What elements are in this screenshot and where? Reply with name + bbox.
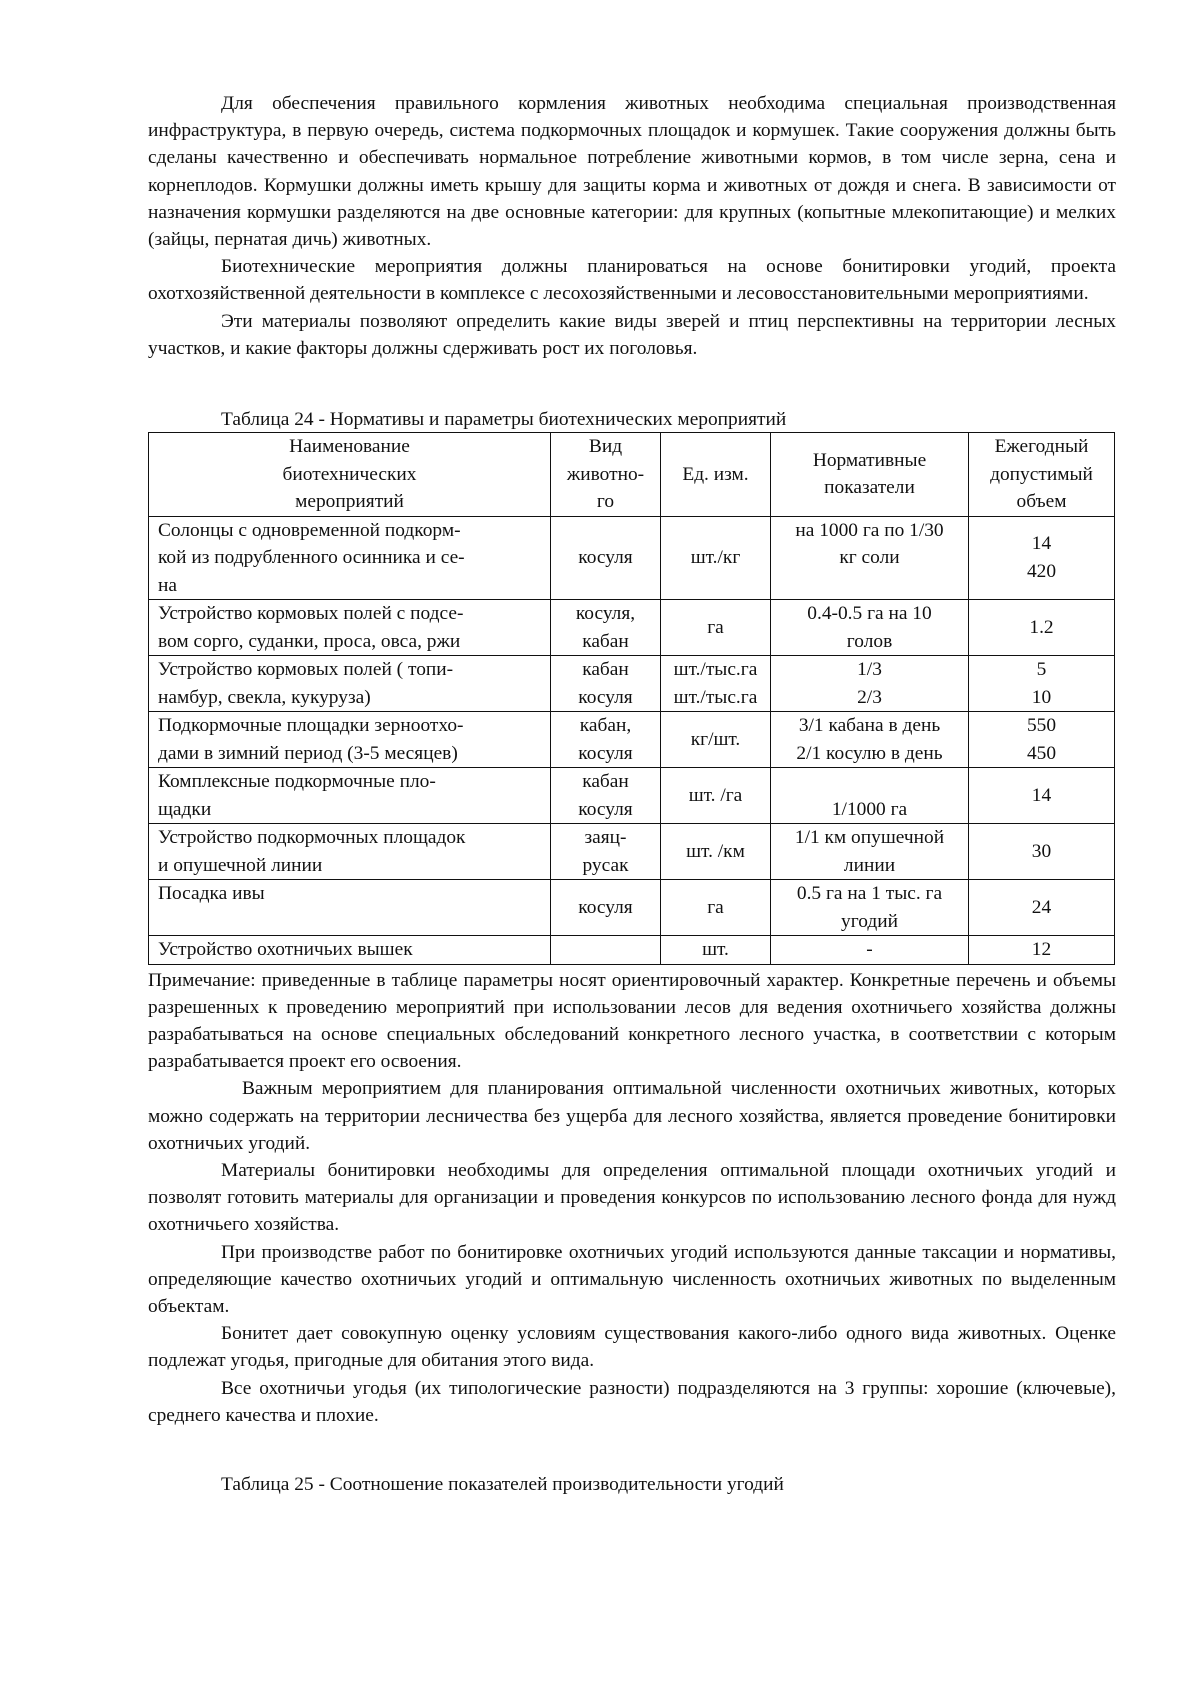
cell-unit: шт. /га: [661, 768, 771, 824]
cell-volume: 30: [969, 824, 1115, 880]
table-25-caption: Таблица 25 - Соотношение показателей производительности угодий: [221, 1473, 784, 1495]
cell-name: Устройство охотничьих вышек: [149, 936, 551, 965]
header-name: Наименование биотехнических мероприятий: [149, 433, 551, 517]
table-row: [149, 656, 1115, 712]
table-header-row: [149, 433, 1115, 517]
cell-volume: 1.2: [969, 600, 1115, 656]
cell-volume: 5 10: [969, 656, 1115, 712]
cell-name: Комплексные подкормочные пло- щадки: [149, 768, 551, 824]
table-row: [149, 516, 1115, 600]
paragraph-2: Биотехнические мероприятия должны планироваться на основе бонитировки угодий, проекта охотхозяйственной деятельности в комплексе с лесохозяйственными и лесовосстановительными мероприятиями.: [148, 256, 1116, 305]
cell-unit: шт. /км: [661, 824, 771, 880]
table-row: [149, 768, 1115, 824]
table-24-caption: Таблица 24 - Нормативы и параметры биотехнических мероприятий: [221, 409, 787, 431]
table-row: [149, 600, 1115, 656]
header-unit: Ед. изм.: [661, 433, 771, 517]
cell-unit: шт./тыс.га шт./тыс.га: [661, 656, 771, 712]
cell-norm: на 1000 га по 1/30 кг соли: [771, 516, 969, 600]
cell-unit: шт./кг: [661, 516, 771, 600]
cell-name: Посадка ивы: [149, 880, 551, 936]
table-row: [149, 880, 1115, 936]
table-row: [149, 824, 1115, 880]
cell-unit: га: [661, 880, 771, 936]
cell-norm: 0.5 га на 1 тыс. га угодий: [771, 880, 969, 936]
paragraph-8: Все охотничьи угодья (их типологические разности) подразделяются на 3 группы: хорошие (ключевые), среднего качества и плохие.: [148, 1377, 1116, 1426]
cell-animal: косуля: [551, 880, 661, 936]
table-row: [149, 712, 1115, 768]
cell-animal: косуля: [551, 516, 661, 600]
paragraph-4: Важным мероприятием для планирования оптимальной численности охотничьих животных, которых можно содержать на территории лесничества без ущерба для лесного хозяйства, является проведение бонитировки охотничьих угодий.: [148, 1078, 1116, 1154]
cell-volume: 12: [969, 936, 1115, 965]
header-animal: Вид животно- го: [551, 433, 661, 517]
cell-name: Подкормочные площадки зерноотхо- дами в зимний период (3-5 месяцев): [149, 712, 551, 768]
cell-animal: кабан, косуля: [551, 712, 661, 768]
cell-norm: 1/1000 га: [771, 768, 969, 824]
table-note: Примечание: приведенные в таблице параметры носят ориентировочный характер. Конкретные перечень и объемы разрешенных к проведению мероприятий при использовании лесов для ведения охотничьего хозяйства должны разрабатываться на основе специальных обследований конкретного лесного участка, в соответствии с которым разрабатывается проект его освоения.: [148, 969, 1116, 1073]
cell-animal: кабан косуля: [551, 768, 661, 824]
cell-norm: 3/1 кабана в день 2/1 косулю в день: [771, 712, 969, 768]
cell-volume: 24: [969, 880, 1115, 936]
paragraph-7: Бонитет дает совокупную оценку условиям существования какого-либо одного вида животных. Оценке подлежат угодья, пригодные для обитания этого вида.: [148, 1323, 1116, 1372]
cell-animal: кабан косуля: [551, 656, 661, 712]
cell-name: Устройство кормовых полей ( топи- намбур, свекла, кукуруза): [149, 656, 551, 712]
cell-animal: заяц- русак: [551, 824, 661, 880]
table-24: [148, 432, 1115, 965]
cell-norm: 0.4-0.5 га на 10 голов: [771, 600, 969, 656]
cell-unit: кг/шт.: [661, 712, 771, 768]
table-row: [149, 936, 1115, 965]
cell-norm: 1/3 2/3: [771, 656, 969, 712]
cell-name: Устройство подкормочных площадок и опушечной линии: [149, 824, 551, 880]
header-volume: Ежегодный допустимый объем: [969, 433, 1115, 517]
cell-name: Устройство кормовых полей с подсе- вом сорго, суданки, проса, овса, ржи: [149, 600, 551, 656]
paragraph-6: При производстве работ по бонитировке охотничьих угодий используются данные таксации и нормативы, определяющие качество охотничьих угодий и оптимальную численность охотничьих животных по выделенным объектам.: [148, 1241, 1116, 1317]
cell-unit: га: [661, 600, 771, 656]
document-page: [148, 90, 1116, 1497]
cell-unit: шт.: [661, 936, 771, 965]
cell-norm: 1/1 км опушечной линии: [771, 824, 969, 880]
cell-volume: 550 450: [969, 712, 1115, 768]
header-norms: Нормативные показатели: [771, 433, 969, 517]
cell-animal: косуля, кабан: [551, 600, 661, 656]
cell-animal: [551, 936, 661, 965]
paragraph-3: Эти материалы позволяют определить какие виды зверей и птиц перспективны на территории лесных участков, и какие факторы должны сдерживать рост их поголовья.: [148, 310, 1116, 359]
cell-name: Солонцы с одновременной подкорм- кой из подрубленного осинника и се- на: [149, 516, 551, 600]
paragraph-1: Для обеспечения правильного кормления животных необходима специальная производственная инфраструктура, в первую очередь, система подкормочных площадок и кормушек. Такие сооружения должны быть сделаны качественно и обеспечивать нормальное потребление животными кормов, в том числе зерна, сена и корнеплодов. Кормушки должны иметь крышу для защиты корма и животных от дождя и снега. В зависимости от назначения кормушки разделяются на две основные категории: для крупных (копытные млекопитающие) и мелких (зайцы, пернатая дичь) животных.: [148, 93, 1116, 251]
cell-volume: 14 420: [969, 516, 1115, 600]
paragraph-5: Материалы бонитировки необходимы для определения оптимальной площади охотничьих угодий и позволят готовить материалы для организации и проведения конкурсов по использованию лесного фонда для нужд охотничьего хозяйства.: [148, 1159, 1116, 1236]
cell-norm: -: [771, 936, 969, 965]
cell-volume: 14: [969, 768, 1115, 824]
